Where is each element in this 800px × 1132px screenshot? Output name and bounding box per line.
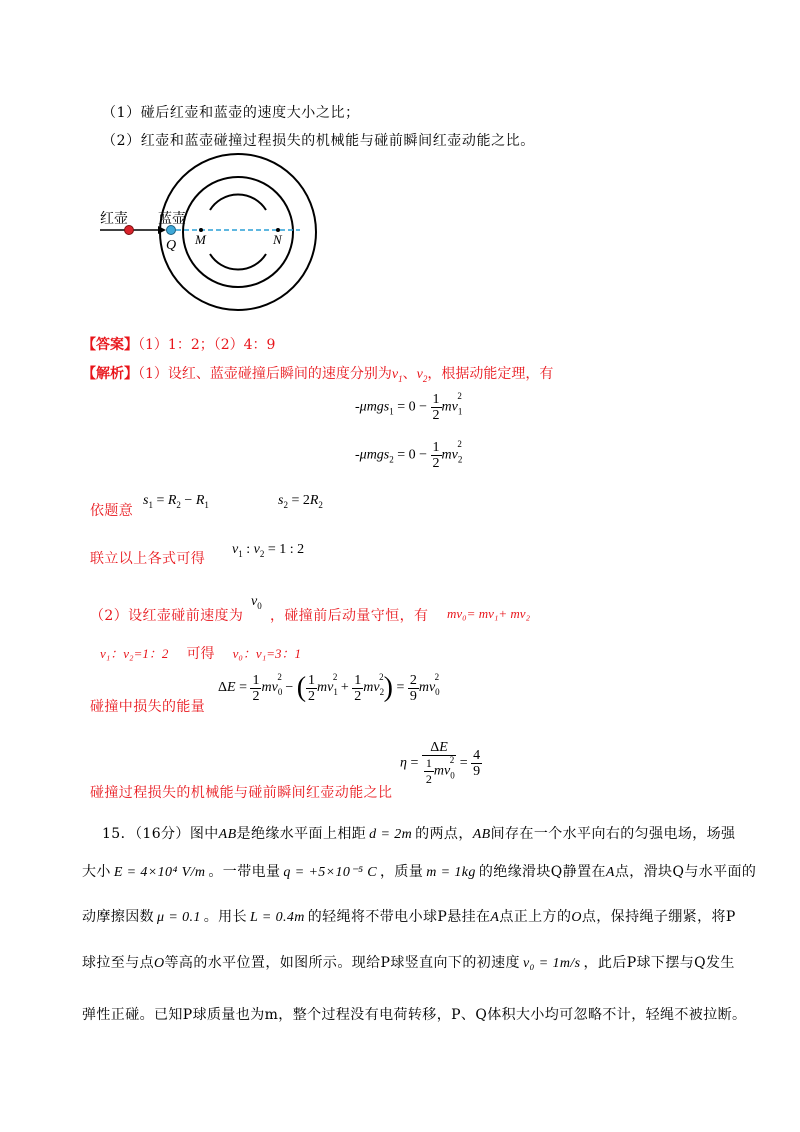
inner-arc-top xyxy=(210,194,266,210)
ratio-kede: 可得 xyxy=(186,646,215,662)
curling-target-diagram xyxy=(98,152,318,322)
field-strength-value: E = 4×10⁴ V/m xyxy=(113,865,206,880)
v0-symbol: $v_0$ xyxy=(251,594,262,611)
analysis-v1: $v_1$ xyxy=(391,367,403,384)
equation-s1: $s_1 = R_2 - R_1$ xyxy=(143,493,209,510)
loss-label: 碰撞中损失的能量 xyxy=(90,699,206,715)
answer-text: （1）1：2；（2）4：9 xyxy=(138,337,276,353)
analysis-v2: $v_2$ xyxy=(416,367,428,384)
red-stone-label: 红壶 xyxy=(100,211,128,227)
equation-eta: η = ΔE $\frac{1}{2}$ $mv_0^2$ = $\frac{4}{9}$ xyxy=(400,740,481,786)
problem15-line-5: 弹性正碰。已知P球质量也为m，整个过程没有电荷转移，P、Q体积大小均可忽略不计，轻绳不被拉断。 xyxy=(82,1007,747,1023)
symbol-ab: AB xyxy=(218,827,237,842)
question-2: （2）红壶和蓝壶碰撞过程损失的机械能与碰前瞬间红壶动能之比。 xyxy=(102,133,535,149)
ratio-v1-v2: v₁：v₂=1：2 xyxy=(100,646,169,661)
distance-value: d = 2m xyxy=(369,827,413,842)
question-1: （1）碰后红壶和蓝壶的速度大小之比； xyxy=(102,105,360,121)
analysis-sep: 、 xyxy=(402,366,417,382)
problem15-line-2: 大小 E = 4×10⁴ V/m 。一带电量 q = +5×10⁻⁵ C ，质量 m = 1kg 的绝缘滑块Q静置在A点，滑块Q与水平面的 xyxy=(82,864,757,880)
ratio-line xyxy=(100,643,301,663)
analysis-line-1 xyxy=(82,363,553,384)
friction-value: μ = 0.1 xyxy=(157,910,201,925)
point-m-label: M xyxy=(195,232,206,247)
analysis-p2a: （2）设红壶碰前速度为 xyxy=(90,608,244,624)
combine-label: 联立以上各式可得 xyxy=(90,551,206,567)
curling-figure xyxy=(98,152,318,322)
point-q-label: Q xyxy=(166,238,177,253)
blue-stone-label: 蓝壶 xyxy=(158,211,186,227)
problem15-line-1: 15．（16分）图中AB是绝缘水平面上相距 d = 2m 的两点，AB间存在一个水平向右的匀强电场，场强 xyxy=(102,826,736,842)
inner-arc-bottom xyxy=(210,254,266,270)
momentum-equation: mv₀= mv₁+ mv₂ xyxy=(447,606,531,621)
length-value: L = 0.4m xyxy=(249,910,305,925)
answer-tag: 【答案】 xyxy=(82,337,138,353)
problem15-line-3: 动摩擦因数 μ = 0.1 。用长 L = 0.4m 的轻绳将不带电小球P悬挂在A点正上方的O点，保持绳子绷紧，将P xyxy=(82,909,736,925)
ratio-v0-v1: v₀：v₁=3：1 xyxy=(232,646,301,661)
equation-1: -μmgs$_1$ = 0 − $\frac{1}{2}$ $mv_1^2$ xyxy=(355,391,463,423)
mass-value: m = 1kg xyxy=(426,865,476,880)
charge-value: q = +5×10⁻⁵ C xyxy=(283,865,378,880)
analysis-tag: 【解析】 xyxy=(82,366,138,382)
answer-line xyxy=(82,334,275,354)
ratio-label: 碰撞过程损失的机械能与碰前瞬间红壶动能之比 xyxy=(90,785,393,801)
equation-loss: ΔE = $\frac{1}{2}$ $mv_0^2$ − ( $\frac{1}{2}$ $mv_1^2$ + $\frac{1}{2}$ $mv_2^2$) = $\frac{2}{9}$ $mv_0^2$ xyxy=(218,671,440,704)
analysis-p1: （1）设红、蓝壶碰撞后瞬间的速度分别为 xyxy=(138,366,392,382)
equation-2: -μmgs$_2$ = 0 − $\frac{1}{2}$ $mv_2^2$ xyxy=(355,439,463,471)
equation-ratio: $v_1$ : $v_2 = 1$ : 2 xyxy=(232,542,305,559)
analysis-p1-tail: ，根据动能定理，有 xyxy=(427,366,554,382)
initial-velocity-value: v₀ = 1m/s xyxy=(522,956,581,971)
given-label: 依题意 xyxy=(90,503,134,519)
analysis-p2b: ，碰撞前后动量守恒，有 xyxy=(270,608,429,624)
equation-s2: $s_2 = 2R_2$ xyxy=(278,493,323,510)
problem15-line-4: 球拉至与点O等高的水平位置，如图所示。现给P球竖直向下的初速度 v₀ = 1m/s ，此后P球下摆与Q发生 xyxy=(82,955,735,971)
point-n-label: N xyxy=(273,232,282,247)
